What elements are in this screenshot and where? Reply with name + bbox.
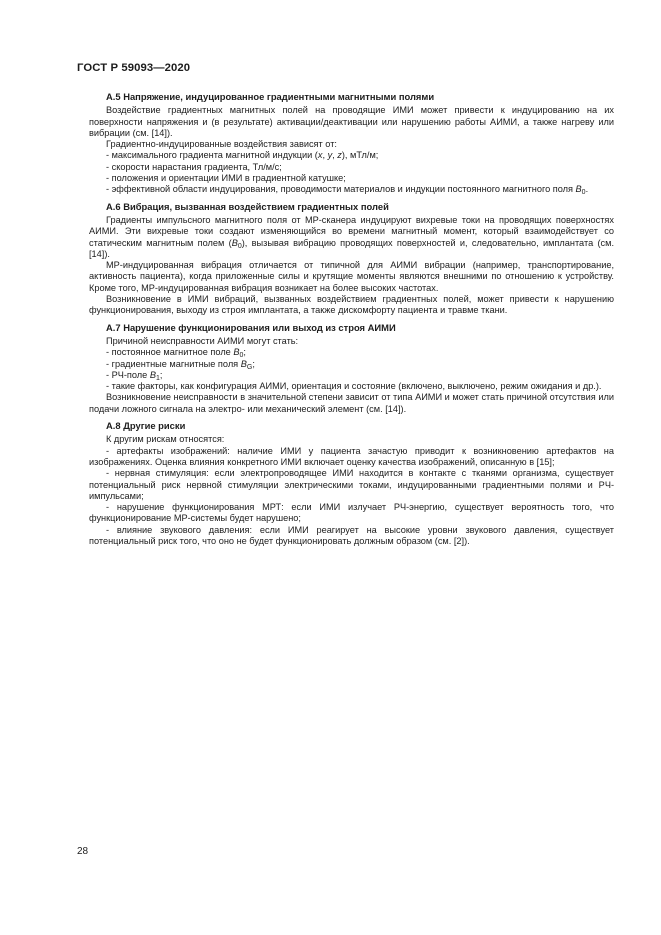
section-a5-paragraph-1: Воздействие градиентных магнитных полей на проводящие ИМИ может привести к индуцированию на их поверхности напряжения и (в результате) активации/деактивации или нарушению работы АИМИ, а также нагреву или вибрации (см. [14]). <box>89 105 614 138</box>
text-fragment: - постоянное магнитное поле <box>106 347 234 358</box>
section-a6-paragraph-2: МР-индуцированная вибрация отличается от типичной для АИМИ вибрации (например, транспортирование, активность пациента), когда приложенные силы и крутящие моменты являются внешними по отношению к устройству. Кроме того, МР-индуцированная вибрация возникает на более высоких частотах. <box>89 260 614 293</box>
section-a5-list-item-1 <box>89 150 614 161</box>
text-fragment: - градиентные магнитные поля <box>106 358 241 369</box>
field-symbol: B <box>149 369 156 380</box>
section-a8-list-item-4: - влияние звукового давления: если ИМИ реагирует на высокие уровни звукового давления, существует потенциальный риск того, что оно не будет функционировать должным образом (см. [2]). <box>89 524 614 546</box>
field-symbol: B <box>231 237 238 248</box>
section-a7-paragraph-1: Причиной неисправности АИМИ могут стать: <box>106 335 299 346</box>
axis-symbol-z: z <box>337 150 342 161</box>
field-symbol: B <box>240 358 247 369</box>
field-symbol: B <box>575 184 582 195</box>
field-subscript: 1 <box>155 374 160 382</box>
axis-symbol-x: x <box>317 150 323 161</box>
section-a7-heading: А.7 Нарушение функционирования или выход из строя АИМИ <box>106 321 396 333</box>
text-fragment: ; <box>252 358 255 369</box>
section-a5-list-item-4 <box>89 184 614 195</box>
text-fragment: - максимального градиента магнитной индукции ( <box>106 150 318 161</box>
section-a5-list-item-3: - положения и ориентации ИМИ в градиентной катушке; <box>106 173 346 184</box>
text-fragment: ; <box>243 347 246 358</box>
field-subscript: 0 <box>239 352 244 360</box>
field-subscript: 0 <box>237 242 242 250</box>
section-a8-list-item-2: - нервная стимуляция: если электропроводящее ИМИ находится в контакте с тканями организма, существует потенциальный риск нервной стимуляции электрическими токами, индуцированными градиентными полями и РЧ-импульсами; <box>89 468 614 501</box>
section-a8-heading: А.8 Другие риски <box>106 420 186 432</box>
text-fragment: , <box>322 150 328 161</box>
section-a8-list-item-3: - нарушение функционирования МРТ: если ИМИ излучает РЧ-энергию, существует вероятность того, что функционирование МР-системы будет нарушено; <box>89 502 614 524</box>
section-a7-list-item-4: - такие факторы, как конфигурация АИМИ, ориентация и состояние (включено, выключено, режим ожидания и др.). <box>106 381 602 392</box>
section-a5-heading: А.5 Напряжение, индуцированное градиентными магнитными полями <box>106 91 435 102</box>
text-fragment: . <box>585 184 589 195</box>
document-header: ГОСТ Р 59093—2020 <box>77 62 191 74</box>
page-number: 28 <box>77 846 89 857</box>
field-subscript: 0 <box>581 189 586 197</box>
section-a6-paragraph-3: Возникновение в ИМИ вибраций, вызванных воздействием градиентных полей, может привести к нарушению функционирования, выходу из строя имплантата, а также дискомфорту пациента и травме ткани. <box>89 294 614 316</box>
text-fragment: ), вызывая вибрацию проводящих поверхностей и, следовательно, имплантата (см. [14]). <box>89 237 614 259</box>
text-fragment: - РЧ-поле <box>106 369 150 380</box>
text-fragment: - эффективной области индуцирования, проводимости материалов и индукции постоянного магнитного поля <box>106 184 576 195</box>
text-fragment: Градиенты импульсного магнитного поля от МР-сканера индуцируют вихревые токи на проводящих поверхностях АИМИ. Эти вихревые токи создают изменяющийся во времени магнитный момент, который взаимодействует со статическим магнитным полем ( <box>89 214 614 248</box>
field-symbol: B <box>233 347 240 358</box>
field-subscript: G <box>246 363 253 371</box>
section-a6-paragraph-1 <box>89 215 614 260</box>
section-a7-paragraph-2: Возникновение неисправности в значительной степени зависит от типа АИМИ и может стать причиной отсутствия или подачи ложного сигнала на электро- или механический элемент (см. [14]). <box>89 392 614 414</box>
section-a5-list-item-2: - скорости нарастания градиента, Тл/м/с; <box>106 161 282 172</box>
section-a8-list-item-1: - артефакты изображений: наличие ИМИ у пациента зачастую приводит к возникновению артефактов на изображениях. Оценка влияния конкретного ИМИ включает оценку качества изображений, описанную в [15]; <box>89 445 614 467</box>
section-a8-paragraph-1: К другим рискам относятся: <box>106 434 225 445</box>
section-a5-paragraph-2: Градиентно-индуцированные воздействия зависят от: <box>106 139 337 150</box>
section-a7-list-item-1 <box>89 347 614 358</box>
text-fragment: , <box>332 150 338 161</box>
section-a6-heading: А.6 Вибрация, вызванная воздействием градиентных полей <box>106 200 389 212</box>
section-a7-list-item-3 <box>89 370 614 381</box>
section-a7-list-item-2 <box>89 359 614 370</box>
text-fragment: ), мТл/м; <box>341 150 379 161</box>
document-body <box>89 91 614 547</box>
axis-symbol-y: y <box>327 150 333 161</box>
text-fragment: ; <box>159 369 163 380</box>
